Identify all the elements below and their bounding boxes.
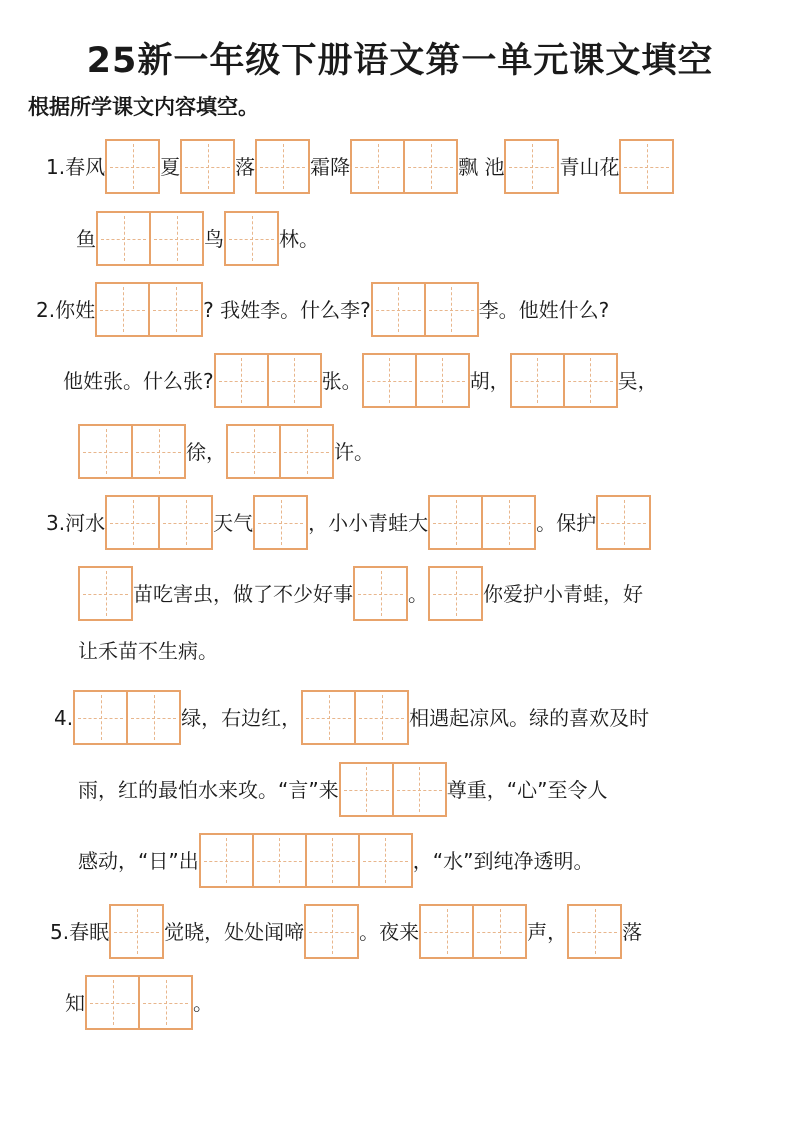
answer-box-group — [224, 211, 279, 266]
exercise-text: 徐， — [186, 439, 226, 464]
exercise-text: 鸟 — [204, 226, 224, 251]
tianzige-answer-box[interactable] — [158, 495, 213, 550]
tianzige-answer-box[interactable] — [472, 904, 527, 959]
tianzige-answer-box[interactable] — [619, 139, 674, 194]
tianzige-answer-box[interactable] — [415, 353, 470, 408]
tianzige-answer-box[interactable] — [279, 424, 334, 479]
answer-box-group — [180, 139, 235, 194]
tianzige-answer-box[interactable] — [304, 904, 359, 959]
exercise-text: 张。 — [321, 368, 362, 393]
tianzige-answer-box[interactable] — [339, 762, 394, 817]
exercise-line — [78, 424, 374, 479]
answer-box-group — [226, 424, 334, 479]
answer-box-group — [504, 139, 559, 194]
answer-box-group — [362, 353, 470, 408]
tianzige-answer-box[interactable] — [596, 495, 651, 550]
tianzige-answer-box[interactable] — [504, 139, 559, 194]
exercise-text: 相遇起凉风。绿的喜欢及时 — [409, 705, 650, 730]
exercise-text: 尊重，“心”至令人 — [446, 777, 608, 802]
exercise-text: 苗吃害虫，做了不少好事 — [133, 581, 353, 606]
exercise-text: 1.春风 — [46, 154, 106, 179]
answer-box-group — [428, 495, 536, 550]
answer-box-group — [214, 353, 322, 408]
exercise-text: 落 — [622, 919, 643, 944]
answer-box-group — [350, 139, 458, 194]
tianzige-answer-box[interactable] — [252, 833, 307, 888]
tianzige-answer-box[interactable] — [214, 353, 269, 408]
exercise-line — [78, 566, 643, 621]
tianzige-answer-box[interactable] — [226, 424, 281, 479]
instruction-text: 根据所学课文内容填空。 — [28, 95, 259, 119]
tianzige-answer-box[interactable] — [148, 282, 203, 337]
exercise-line — [54, 690, 649, 745]
answer-box-group — [371, 282, 479, 337]
exercise-text: ，小小青蛙大 — [308, 510, 429, 535]
answer-box-group — [510, 353, 618, 408]
exercise-text: 让禾苗不生病。 — [78, 639, 218, 663]
exercise-text: 他姓张。什么张? — [63, 368, 214, 393]
exercise-line — [63, 353, 658, 408]
exercise-text: 鱼 — [76, 226, 96, 251]
tianzige-answer-box[interactable] — [510, 353, 565, 408]
tianzige-answer-box[interactable] — [78, 566, 133, 621]
tianzige-answer-box[interactable] — [109, 904, 164, 959]
tianzige-answer-box[interactable] — [138, 975, 193, 1030]
exercise-text: 。 — [408, 581, 428, 606]
exercise-text: 林。 — [279, 226, 319, 251]
answer-box-group — [96, 211, 204, 266]
answer-box-group — [419, 904, 527, 959]
tianzige-answer-box[interactable] — [85, 975, 140, 1030]
tianzige-answer-box[interactable] — [224, 211, 279, 266]
exercise-text: 夏 — [160, 154, 181, 179]
exercise-text: 知 — [65, 990, 85, 1015]
tianzige-answer-box[interactable] — [424, 282, 479, 337]
exercise-text: 3.河水 — [46, 510, 106, 535]
tianzige-answer-box[interactable] — [428, 566, 483, 621]
answer-box-group — [304, 904, 359, 959]
tianzige-answer-box[interactable] — [105, 139, 160, 194]
exercise-text: 飘 池 — [458, 154, 505, 179]
answer-box-group — [253, 495, 308, 550]
tianzige-answer-box[interactable] — [428, 495, 483, 550]
exercise-text: 。夜来 — [359, 919, 420, 944]
exercise-text: 李。他姓什么? — [478, 297, 610, 322]
tianzige-answer-box[interactable] — [267, 353, 322, 408]
tianzige-answer-box[interactable] — [105, 495, 160, 550]
exercise-text: 绿，右边红， — [181, 705, 302, 730]
exercise-line — [76, 211, 319, 266]
exercise-text: 。 — [193, 990, 213, 1015]
tianzige-answer-box[interactable] — [131, 424, 186, 479]
answer-box-group — [105, 139, 160, 194]
exercise-text: 你爱护小青蛙，好 — [483, 581, 643, 606]
answer-box-group — [339, 762, 447, 817]
tianzige-answer-box[interactable] — [96, 211, 151, 266]
exercise-text: 吴， — [617, 368, 658, 393]
answer-box-group — [109, 904, 164, 959]
tianzige-answer-box[interactable] — [563, 353, 618, 408]
exercise-text: 感动，“日”出 — [78, 848, 199, 873]
tianzige-answer-box[interactable] — [371, 282, 426, 337]
answer-box-group — [78, 566, 133, 621]
answer-box-group — [619, 139, 674, 194]
tianzige-answer-box[interactable] — [305, 833, 360, 888]
exercise-line — [65, 975, 213, 1030]
answer-box-group — [105, 495, 213, 550]
answer-box-group — [95, 282, 203, 337]
answer-box-group — [301, 690, 409, 745]
tianzige-answer-box[interactable] — [392, 762, 447, 817]
tianzige-answer-box[interactable] — [419, 904, 474, 959]
answer-box-group — [78, 424, 186, 479]
tianzige-answer-box[interactable] — [403, 139, 458, 194]
answer-box-group — [596, 495, 651, 550]
tianzige-answer-box[interactable] — [95, 282, 150, 337]
exercise-text: 许。 — [334, 439, 374, 464]
exercise-text: ，“水”到纯净透明。 — [412, 848, 594, 873]
page-title: 25新一年级下册语文第一单元课文填空 — [86, 41, 714, 81]
exercise-text: 胡， — [469, 368, 510, 393]
exercise-text: 2.你姓 — [36, 297, 96, 322]
tianzige-answer-box[interactable] — [350, 139, 405, 194]
exercise-text: 雨，红的最怕水来攻。“言”来 — [78, 777, 339, 802]
tianzige-answer-box[interactable] — [301, 690, 356, 745]
tianzige-answer-box[interactable] — [73, 690, 128, 745]
tianzige-answer-box[interactable] — [253, 495, 308, 550]
exercise-text: 青山花 — [559, 154, 620, 179]
answer-box-group — [85, 975, 193, 1030]
exercise-text: 。保护 — [536, 510, 597, 535]
tianzige-answer-box[interactable] — [180, 139, 235, 194]
exercise-line — [78, 637, 218, 665]
tianzige-answer-box[interactable] — [353, 566, 408, 621]
exercise-text: 5.春眠 — [50, 919, 110, 944]
tianzige-answer-box[interactable] — [358, 833, 413, 888]
tianzige-answer-box[interactable] — [255, 139, 310, 194]
tianzige-answer-box[interactable] — [199, 833, 254, 888]
tianzige-answer-box[interactable] — [354, 690, 409, 745]
exercise-line — [78, 762, 607, 817]
exercise-line — [46, 139, 674, 194]
answer-box-group — [255, 139, 310, 194]
tianzige-answer-box[interactable] — [481, 495, 536, 550]
answer-box-group — [73, 690, 181, 745]
exercise-line — [36, 282, 609, 337]
tianzige-answer-box[interactable] — [567, 904, 622, 959]
answer-box-group — [199, 833, 413, 888]
exercise-line — [46, 495, 651, 550]
exercise-line — [50, 904, 642, 959]
exercise-text: 霜降 — [310, 154, 351, 179]
answer-box-group — [353, 566, 408, 621]
exercise-text: 落 — [235, 154, 256, 179]
tianzige-answer-box[interactable] — [126, 690, 181, 745]
tianzige-answer-box[interactable] — [149, 211, 204, 266]
answer-box-group — [428, 566, 483, 621]
exercise-text: 天气 — [213, 510, 254, 535]
exercise-text: 觉晓，处处闻啼 — [164, 919, 305, 944]
exercise-text: 声， — [527, 919, 568, 944]
tianzige-answer-box[interactable] — [362, 353, 417, 408]
tianzige-answer-box[interactable] — [78, 424, 133, 479]
exercise-line — [78, 833, 593, 888]
exercise-text: ? 我姓李。什么李? — [203, 297, 371, 322]
exercise-text: 4. — [54, 705, 74, 730]
answer-box-group — [567, 904, 622, 959]
